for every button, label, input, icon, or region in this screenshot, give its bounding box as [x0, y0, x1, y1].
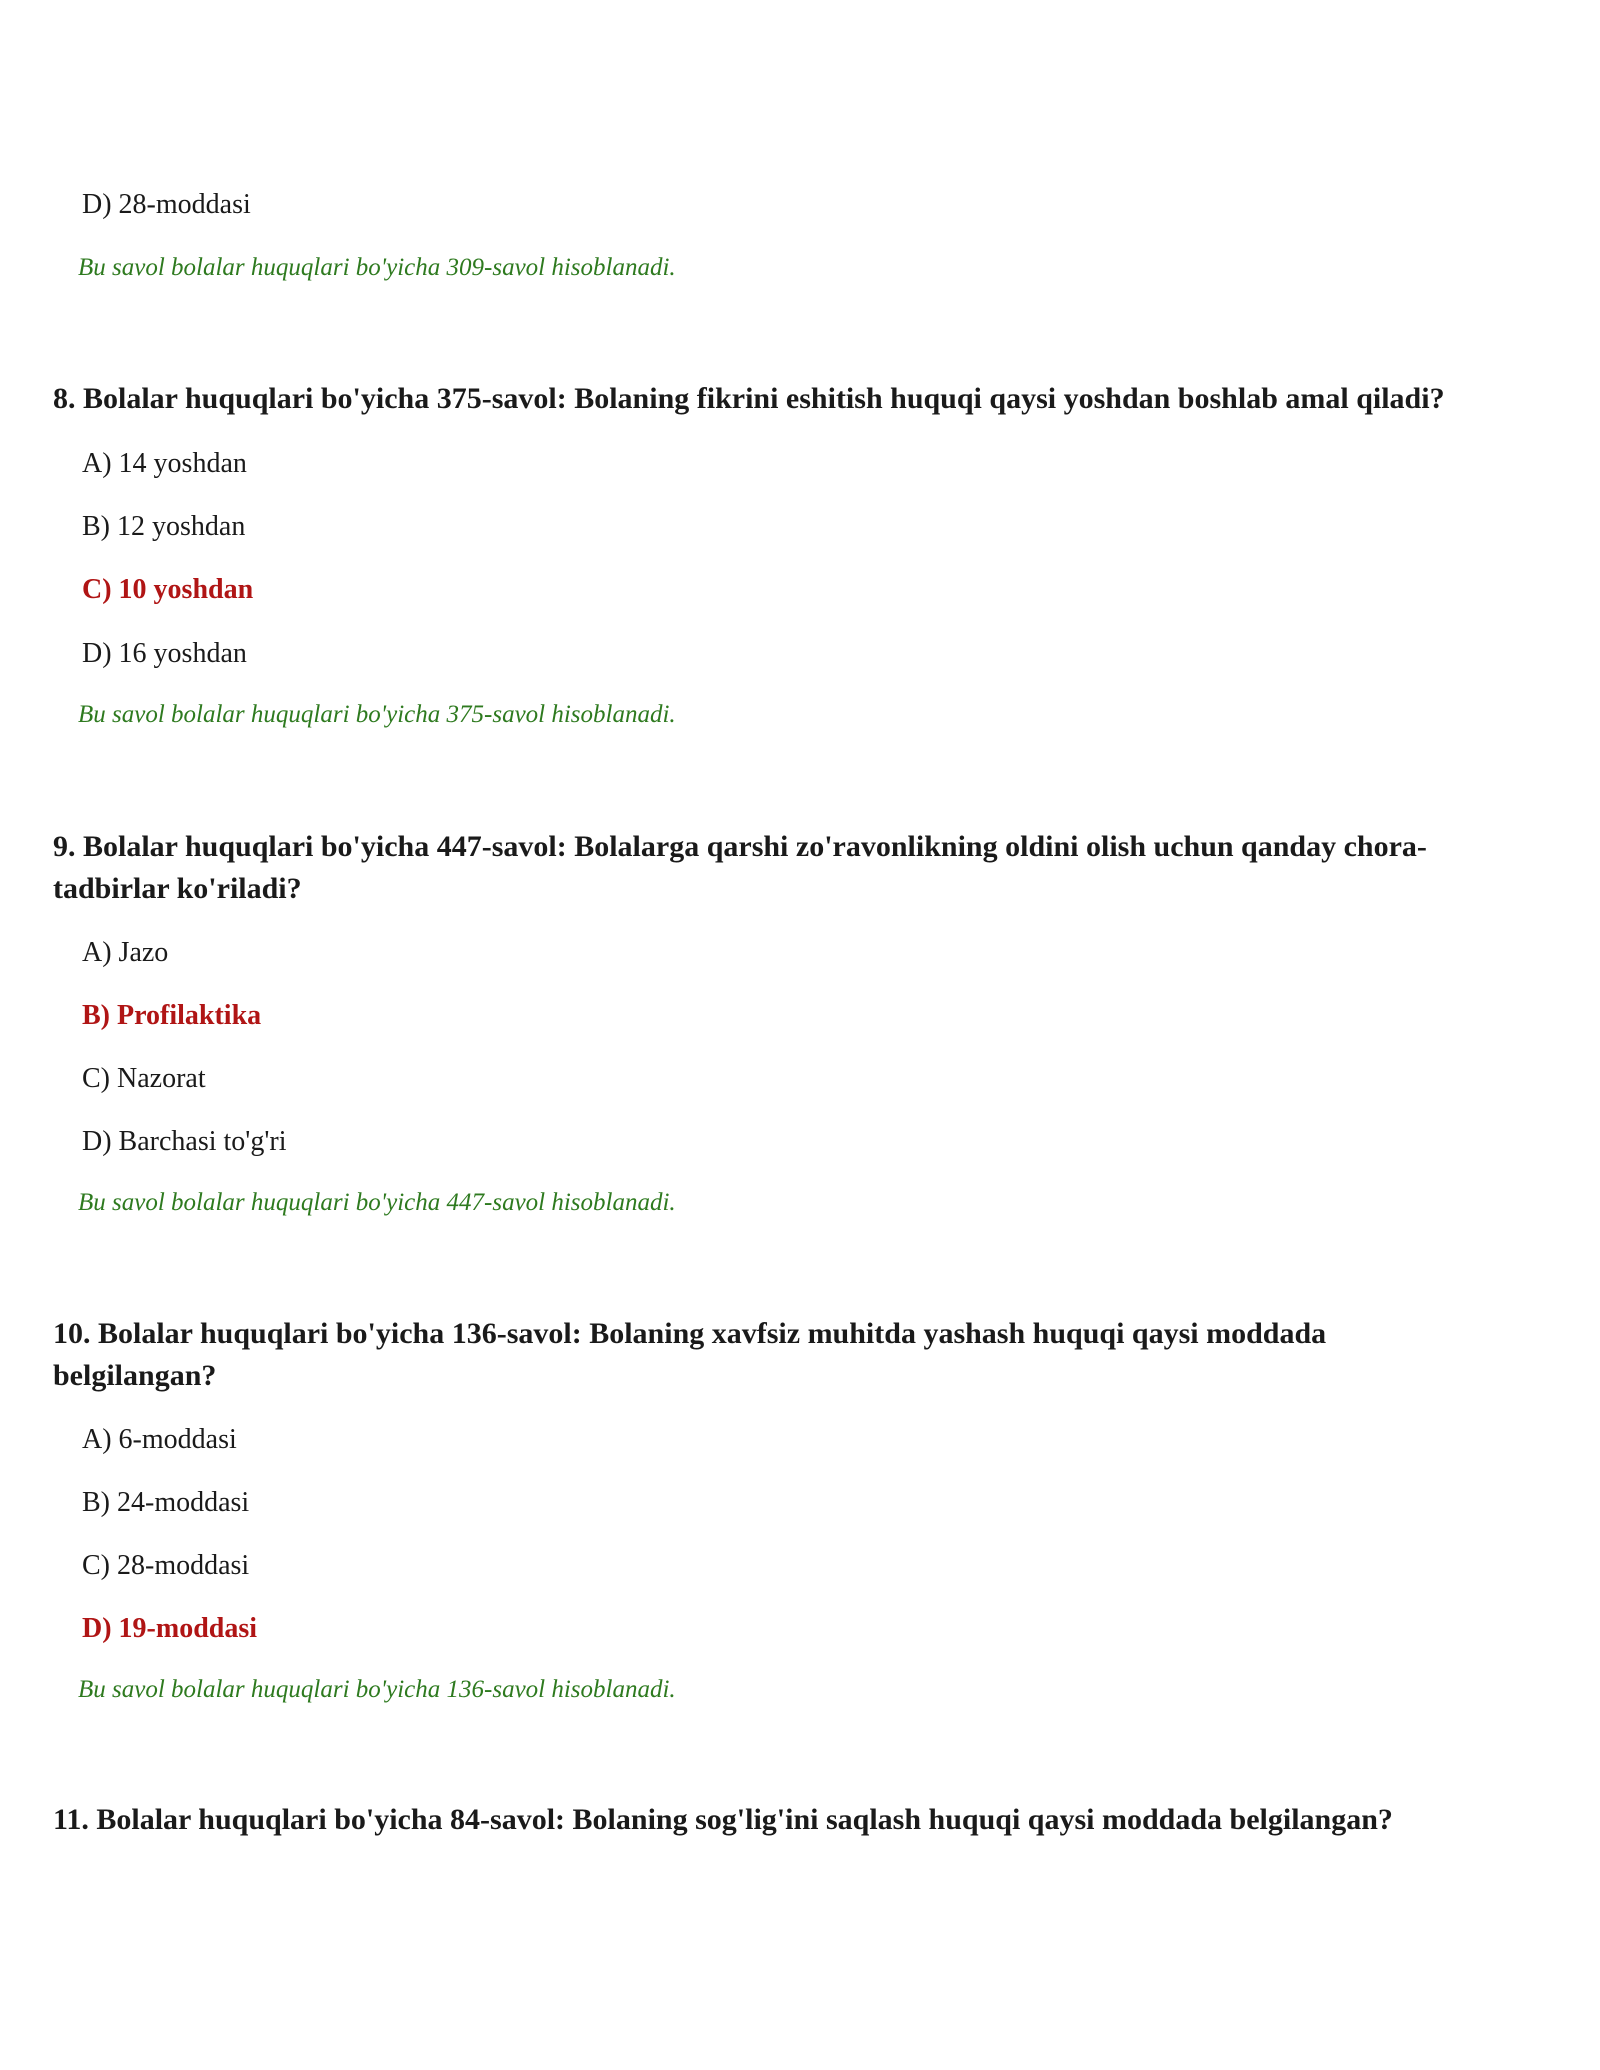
- option-c: C) Nazorat: [82, 1063, 206, 1094]
- option-d: D) Barchasi to'g'ri: [82, 1126, 287, 1157]
- option-b: B) 12 yoshdan: [82, 511, 246, 542]
- question-note: Bu savol bolalar huquqlari bo'yicha 309-savol hisoblanadi.: [78, 254, 676, 281]
- question-note: Bu savol bolalar huquqlari bo'yicha 136-savol hisoblanadi.: [78, 1676, 676, 1703]
- option-c-correct: C) 10 yoshdan: [82, 574, 254, 605]
- option-d-correct: D) 19-moddasi: [82, 1613, 258, 1644]
- question-text: 11. Bolalar huquqlari bo'yicha 84-savol: Bolaning sog'lig'ini saqlash huquqi qaysi moddada belgilangan?: [53, 1803, 1393, 1836]
- option-c: C) 28-moddasi: [82, 1550, 250, 1581]
- option-d: D) 16 yoshdan: [82, 638, 247, 669]
- option-a: A) 6-moddasi: [82, 1424, 237, 1455]
- question-text-line-1: 9. Bolalar huquqlari bo'yicha 447-savol: Bolalarga qarshi zo'ravonlikning oldini olish uchun qanday chora-: [53, 830, 1427, 863]
- option-a: A) Jazo: [82, 937, 169, 968]
- option-a: A) 14 yoshdan: [82, 448, 247, 479]
- question-note: Bu savol bolalar huquqlari bo'yicha 447-savol hisoblanadi.: [78, 1189, 676, 1216]
- question-text-line-2: tadbirlar ko'riladi?: [53, 872, 302, 905]
- question-note: Bu savol bolalar huquqlari bo'yicha 375-savol hisoblanadi.: [78, 701, 676, 728]
- option-b-correct: B) Profilaktika: [82, 1000, 262, 1031]
- question-text: 8. Bolalar huquqlari bo'yicha 375-savol: Bolaning fikrini eshitish huquqi qaysi yoshdan boshlab amal qiladi?: [53, 382, 1445, 415]
- option-b: B) 24-moddasi: [82, 1487, 250, 1518]
- question-text-line-2: belgilangan?: [53, 1359, 217, 1392]
- question-text-line-1: 10. Bolalar huquqlari bo'yicha 136-savol: Bolaning xavfsiz muhitda yashash huquqi qaysi moddada: [53, 1317, 1327, 1350]
- option-d: D) 28-moddasi: [82, 189, 251, 220]
